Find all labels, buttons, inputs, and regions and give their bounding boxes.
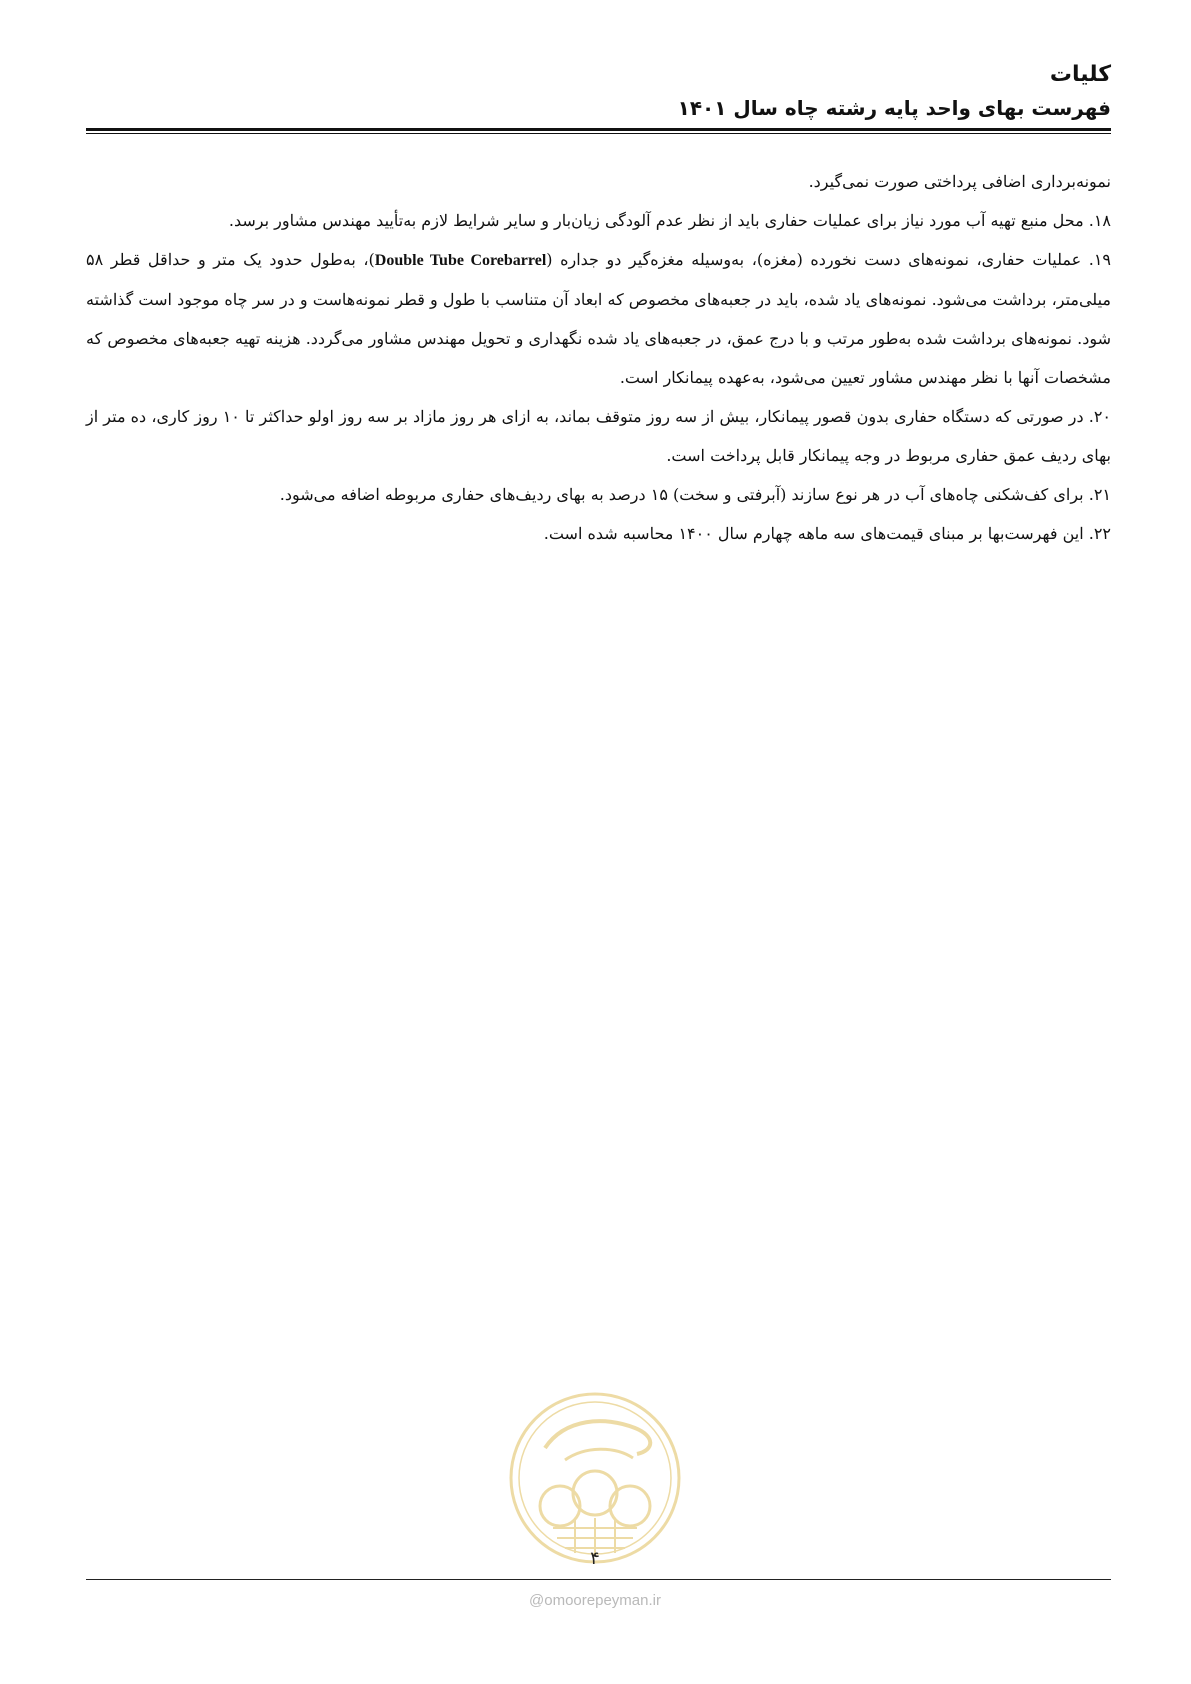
page-header bbox=[86, 58, 1111, 124]
paragraph-19-after: )، به‌طول حدود یک متر و حداقل قطر ۵۸ میلی‌متر، برداشت می‌شود. نمونه‌های یاد شده، باید در جعبه‌های مخصوص که ابعاد آن متناسب با طول و قطر نمونه‌هاست و در سر چاه موجود است گذاشته شود. نمونه‌های برداشت شده به‌طور مرتب و با درج عمق، در جعبه‌های یاد شده نگهداری و تحویل مهندس مشاور می‌گردد. هزینه تهیه جعبه‌های مخصوص که مشخصات آنها با نظر مهندس مشاور تعیین می‌شود، به‌عهده پیمانکار است. bbox=[86, 250, 1111, 387]
paragraph-continuation: نمونه‌برداری اضافی پرداختی صورت نمی‌گیرد. bbox=[808, 172, 1111, 191]
footer-rule bbox=[86, 1579, 1111, 1580]
paragraph-19-before: ۱۹. عملیات حفاری، نمونه‌های دست نخورده (مغزه)، به‌وسیله مغزه‌گیر دو جداره ( bbox=[546, 250, 1112, 269]
header-rule-thick bbox=[86, 128, 1111, 131]
paragraph-21: ۲۱. برای کف‌شکنی چاه‌های آب در هر نوع سازند (آبرفتی و سخت) ۱۵ درصد به بهای ردیف‌های حفاری مربوطه اضافه می‌شود. bbox=[279, 485, 1111, 504]
paragraph-22: ۲۲. این فهرست‌بها بر مبنای قیمت‌های سه ماهه چهارم سال ۱۴۰۰ محاسبه شده است. bbox=[543, 524, 1111, 543]
header-double-rule bbox=[86, 128, 1111, 135]
page-number: ۴ bbox=[590, 1548, 600, 1569]
document-title: فهرست بهای واحد پایه رشته چاه سال ۱۴۰۱ bbox=[677, 96, 1111, 120]
website-watermark: @omoorepeyman.ir bbox=[529, 1592, 661, 1609]
paragraph-19-latin-term: Double Tube Corebarrel bbox=[374, 252, 547, 269]
header-rule-thin bbox=[86, 133, 1111, 134]
publisher-logo-watermark bbox=[505, 1388, 685, 1568]
body-text bbox=[86, 162, 1111, 553]
paragraph-19 bbox=[86, 240, 1111, 397]
paragraph-18: ۱۸. محل منبع تهیه آب مورد نیاز برای عملیات حفاری باید از نظر عدم آلودگی زیان‌بار و سایر شرایط لازم به‌تأیید مهندس مشاور برسد. bbox=[228, 211, 1111, 230]
paragraph-20: ۲۰. در صورتی که دستگاه حفاری بدون قصور پیمانکار، بیش از سه روز متوقف بماند، به ازای هر روز مازاد بر سه روز اولو حداکثر تا ۱۰ روز کاری، ده متر از بهای ردیف عمق حفاری مربوط در وجه پیمانکار قابل پرداخت است. bbox=[86, 407, 1112, 465]
section-title: کلیات bbox=[1049, 62, 1111, 87]
